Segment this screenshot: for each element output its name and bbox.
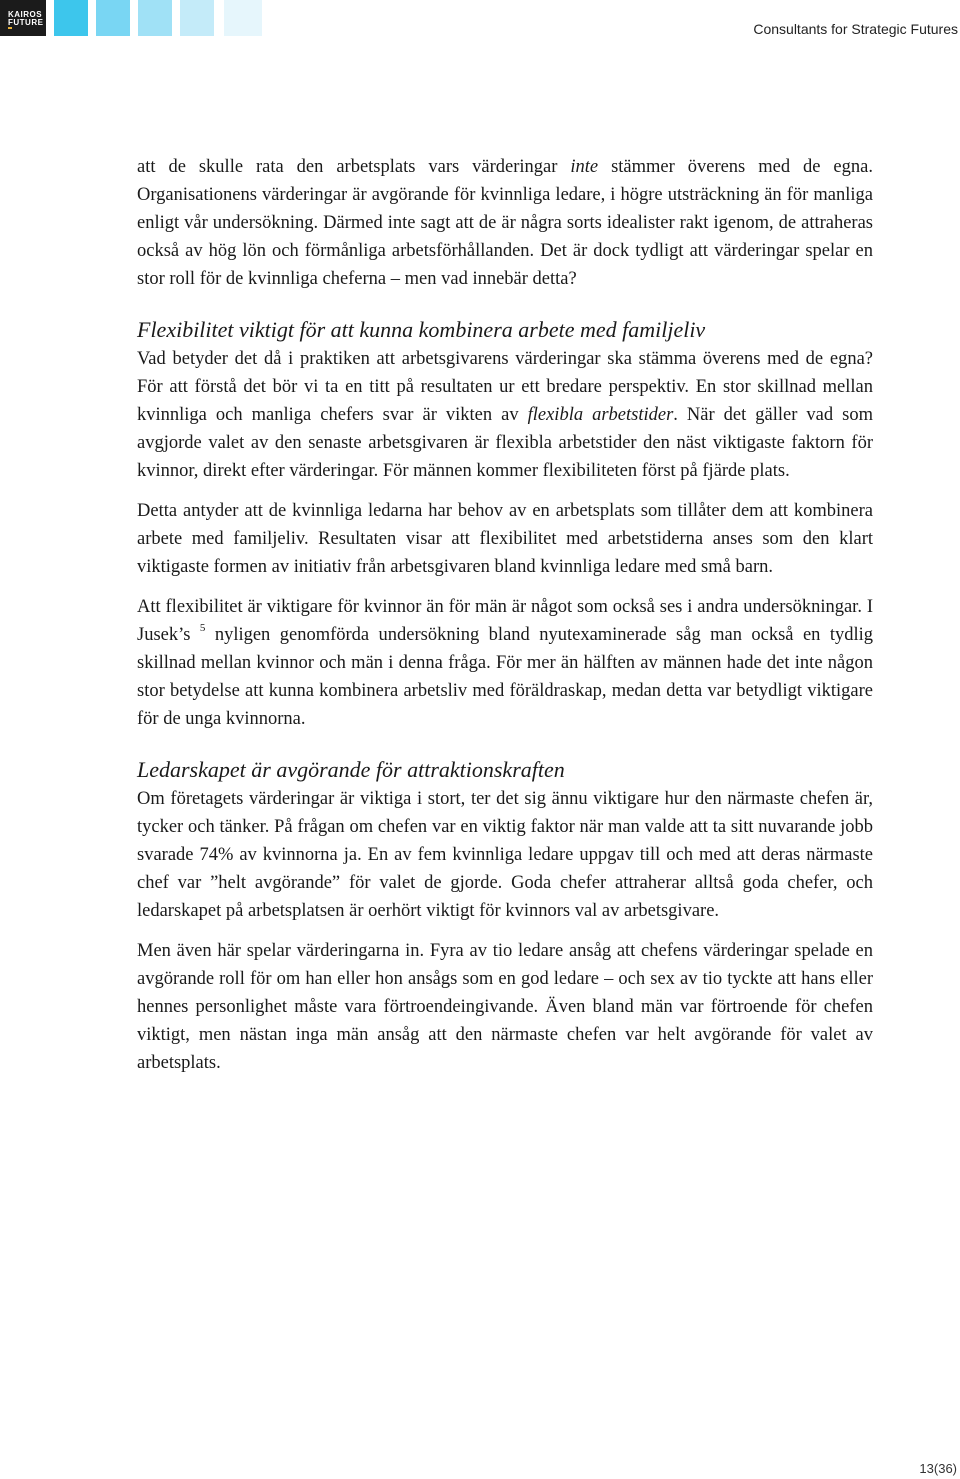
header-color-block-2 xyxy=(96,0,130,36)
paragraph-1-text-b: stämmer överens med de egna. Organisationens värderingar är avgörande för kvinnliga ledare, i högre utsträckning än för manliga enligt vår undersökning. Därmed inte sagt att de är några sorts idealister rakt igenom, de attraheras också av hög lön och förmånliga arbetsförhållanden. Det är dock tydligt att värderingar spelar en stor roll för de kvinnliga cheferna – men vad innebär detta? xyxy=(137,157,873,289)
logo-accent-bar xyxy=(8,27,12,29)
paragraph-1-emphasis: inte xyxy=(570,157,599,177)
footnote-reference: 5 xyxy=(199,622,206,634)
header-color-block-3 xyxy=(138,0,172,36)
paragraph-2-text-b: . När det gäller vad som avgjorde valet av den senaste arbetsgivaren är flexibla arbetstider den näst viktigaste faktorn för kvinnor, direkt efter värderingar. För männen kommer flexibiliteten först på fjärde plats. xyxy=(137,405,873,481)
header-color-block-5 xyxy=(224,0,262,36)
kairos-future-logo xyxy=(0,0,46,36)
paragraph-3: Detta antyder att de kvinnliga ledarna har behov av en arbetsplats som tillåter dem att kombinera arbete med familjeliv. Resultaten visar att flexibilitet med arbetstiderna anses som den klart viktigaste formen av initiativ från arbetsgivaren bland kvinnliga ledare med små barn. xyxy=(137,501,873,577)
paragraph-2-text-a: Vad betyder det då i praktiken att arbetsgivarens värderingar ska stämma överens med de egna? För att förstå det bör vi ta en titt på resultaten ur ett bredare perspektiv. En stor skillnad mellan kvinnliga och manliga chefers svar är vikten av xyxy=(137,349,873,425)
logo-text-line1: KAIROS xyxy=(8,10,43,19)
header-color-block-4 xyxy=(180,0,214,36)
paragraph-1 xyxy=(137,153,873,293)
paragraph-2-emphasis: flexibla arbetstider xyxy=(527,405,674,425)
paragraph-4-text-b: nyligen genomförda undersökning bland nyutexaminerade såg man också en tydlig skillnad mellan kvinnor och män i denna fråga. För mer än hälften av männen hade det inte någon stor betydelse att kunna kombinera arbetsliv med föräldraskap, medan detta var betydligt viktigare för de unga kvinnorna. xyxy=(137,625,874,729)
paragraph-4 xyxy=(137,593,873,733)
section-heading-flexibility: Flexibilitet viktigt för att kunna kombinera arbete med familjeliv xyxy=(137,317,706,342)
paragraph-2 xyxy=(137,345,873,485)
paragraph-1-text-a: att de skulle rata den arbetsplats vars värderingar xyxy=(137,157,571,177)
section-heading-leadership: Ledarskapet är avgörande för attraktionskraften xyxy=(137,757,565,782)
header-tagline: Consultants for Strategic Futures xyxy=(753,21,958,37)
page-header xyxy=(0,0,960,40)
paragraph-4-text-a: Att flexibilitet är viktigare för kvinnor än för män är något som också ses i andra undersökningar. I Jusek’s xyxy=(137,597,873,645)
logo-text-line2: FUTURE xyxy=(8,18,44,27)
document-body xyxy=(137,153,873,1077)
page-number: 13(36) xyxy=(919,1461,957,1476)
paragraph-5: Om företagets värderingar är viktiga i stort, ter det sig ännu viktigare hur den närmaste chefen är, tycker och tänker. På frågan om chefen var en viktig faktor när man valde att ta sitt nuvarande jobb svarade 74% av kvinnorna ja. En av fem kvinnliga ledare uppgav till och med att deras närmaste chef var ”helt avgörande” för valet de gjorde. Goda chefer attraherar alltså goda chefer, och ledarskapet på arbetsplatsen är oerhört viktigt för kvinnors val av arbetsgivare. xyxy=(137,789,873,921)
header-color-block-1 xyxy=(54,0,88,36)
paragraph-6: Men även här spelar värderingarna in. Fyra av tio ledare ansåg att chefens värderingar spelade en avgörande roll för om han eller hon ansågs som en god ledare – och sex av tio tyckte att hans eller hennes personlighet måste vara förtroendeingivande. Även bland män var förtroende för chefen viktigt, men nästan inga män ansåg att den närmaste chefen var helt avgörande för valet av arbetsplats. xyxy=(137,941,873,1073)
